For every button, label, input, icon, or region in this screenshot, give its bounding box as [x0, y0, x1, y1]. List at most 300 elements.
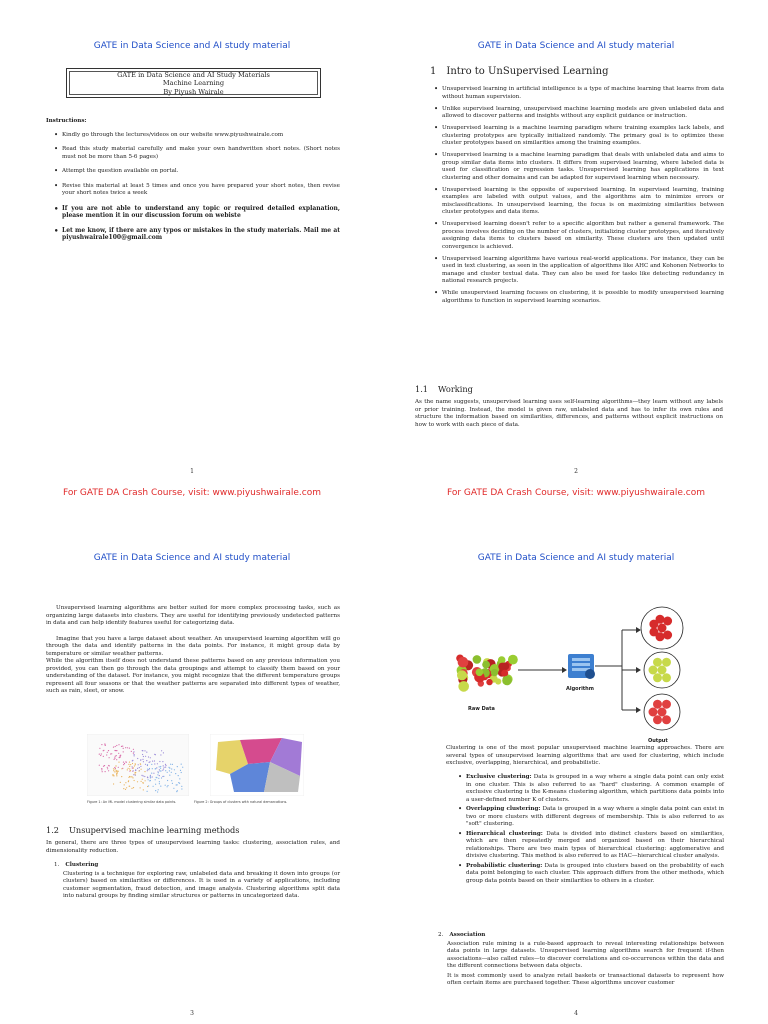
scatter-point — [102, 771, 103, 772]
fruit — [662, 715, 671, 724]
scatter-point — [127, 747, 128, 748]
fruit — [482, 661, 490, 669]
fruit — [653, 673, 662, 682]
scatter-point — [135, 769, 136, 770]
scatter-point — [154, 760, 155, 761]
fruit — [662, 700, 671, 709]
algorithm-label: Algorithm — [566, 686, 594, 692]
association-paragraph: Association rule mining is a rule-based approach to reveal interesting relationships between data points in large datasets. Unsupervised learning algorithms search for frequent if-then associations—also called rules—to discover correlations and co-occurrences within the data and the different connections between data objects. — [447, 940, 724, 969]
scatter-point — [147, 777, 148, 778]
scatter-point — [163, 752, 164, 753]
page-number: 4 — [574, 1010, 578, 1017]
list-item: • Revise this material at least 5 times and once you have prepared your short notes, then revise your short notes twice a week — [62, 183, 340, 198]
scatter-point — [169, 775, 170, 776]
scatter-point — [159, 766, 160, 767]
scatter-point — [165, 767, 166, 768]
scatter-point — [165, 785, 166, 786]
scatter-point — [142, 750, 143, 751]
scatter-point — [167, 785, 168, 786]
scatter-point — [171, 768, 172, 769]
scatter-point — [129, 786, 130, 787]
scatter-point — [120, 755, 121, 756]
scatter-point — [171, 780, 172, 781]
list-item: • Overlapping clustering: Data is grouped in a way where a single data point can exist in two or more clusters with different degrees of membership. This is also referred to as "soft" clustering. — [466, 806, 724, 829]
scatter-point — [130, 776, 131, 777]
clustering-paragraph: Clustering is a technique for exploring raw, unlabeled data and breaking it down into groups (or clusters) based on similarities or differences. It is used in a variety of applications, including customer segmentation, fraud detection, and image analysis. Clustering algorithms split data into natural groups by finding similar structures or patterns in uncategorized data. — [63, 870, 340, 899]
scatter-point — [108, 765, 109, 766]
scatter-point — [152, 776, 153, 777]
scatter-point — [140, 764, 141, 765]
raw-data-label: Raw Data — [468, 706, 495, 712]
association-item — [438, 932, 724, 988]
scatter-point — [135, 772, 136, 773]
fruit — [649, 708, 658, 717]
list-item: • Unsupervised learning algorithms have various real-world applications. For instance, they can be used in text clustering, as seen in the application of algorithms like AHC and Kohonen Networks to manage and cluster textual data. They can also be used for tasks like detecting redundancy in national research projects. — [442, 256, 724, 286]
association-paragraph: It is most commonly used to analyze retail baskets or transactional datasets to represent how often certain items are purchased together. These algorithms uncover customer — [447, 972, 724, 986]
page-header: GATE in Data Science and AI study material — [93, 553, 291, 563]
scatter-point — [118, 744, 119, 745]
clustering-intro: Clustering is one of the most popular unsupervised machine learning approaches. There are several types of unsupervised learning algorithms that are used for clustering, which include exclusive, overlapping, hierarchical, and probabilistic. — [446, 745, 724, 766]
fruit — [653, 715, 662, 724]
scatter-point — [159, 770, 160, 771]
scatter-point — [130, 770, 131, 771]
scatter-point — [155, 790, 156, 791]
page-4 — [384, 512, 768, 1024]
scatter-point — [108, 770, 109, 771]
scatter-point — [159, 783, 160, 784]
working-paragraph: As the name suggests, unsupervised learning uses self-learning algorithms—they learn without any labels or prior training. Instead, the model is given raw, unlabeled data and has to infer its own rules and structure the information based on similarities, differences, and patterns without explicit instructions on how to work with each piece of data. — [415, 399, 723, 428]
scatter-point — [182, 767, 183, 768]
scatter-point — [125, 747, 126, 748]
scatter-point — [121, 746, 122, 747]
fruit — [649, 627, 658, 636]
fruit — [476, 669, 484, 677]
scatter-point — [145, 756, 146, 757]
scatter-point — [159, 761, 160, 762]
fruit — [653, 700, 662, 709]
scatter-point — [107, 767, 108, 768]
scatter-point — [148, 785, 149, 786]
list-item: • Unsupervised learning is a machine learning paradigm that deals with unlabeled data and aims to group similar data items into clusters. It differs from supervised learning, where labeled data is used for classification or regression tasks. Unsupervised learning has applications in text clustering and other domains and can be adapted for supervised learning when necessary. — [442, 152, 724, 182]
scatter-figure — [87, 734, 189, 796]
figure-caption: Figure 1: An ML model clustering similar data points. — [87, 800, 177, 804]
scatter-point — [143, 756, 144, 757]
figure-caption: Figure 2: Groups of clusters with natural demarcations. — [194, 800, 288, 804]
scatter-point — [138, 764, 139, 765]
scatter-point — [152, 761, 153, 762]
scatter-point — [175, 773, 176, 774]
output-label: Output — [648, 738, 668, 744]
scatter-point — [158, 789, 159, 790]
scatter-point — [155, 784, 156, 785]
scatter-point — [146, 760, 147, 761]
list-item: • Unsupervised learning in artificial intelligence is a type of machine learning that learns from data without human supervision. — [442, 86, 724, 101]
scatter-point — [123, 764, 124, 765]
scatter-point — [148, 756, 149, 757]
list-item: • If you are not able to understand any topic or required detailed explanation, please mention it in our discussion forum on webiste — [62, 205, 340, 220]
fruit — [495, 678, 501, 684]
scatter-point — [151, 773, 152, 774]
scatter-point — [129, 748, 130, 749]
scatter-point — [108, 750, 109, 751]
fruit — [458, 657, 469, 668]
scatter-point — [143, 789, 144, 790]
list-item: • Hierarchical clustering: Data is divided into distinct clusters based on similarities, which are then repeatedly merged and organized based on their hierarchical relationships. There are two main types of hierarchical clustering: agglomerative and divisive clustering. This method is also referred to as HAC—hierarchical cluster analysis. — [466, 831, 724, 861]
scatter-point — [144, 750, 145, 751]
fruit — [658, 666, 667, 675]
title-box — [66, 68, 321, 98]
title-line: GATE in Data Science and AI Study Materials — [117, 71, 270, 79]
fruit — [663, 631, 672, 640]
scatter-point — [115, 750, 116, 751]
paragraph: While the algorithm itself does not understand these patterns based on any previous information you provided, you can then go through the data groupings and attempt to classify them based on your understanding of the dataset. For instance, you might recognize that the different temperature groups represent all four seasons or that the weather patterns are separated into different types of weather, such as rain, sleet, or snow. — [46, 658, 340, 694]
scatter-point — [128, 781, 129, 782]
scatter-point — [162, 770, 163, 771]
scatter-point — [107, 768, 108, 769]
scatter-point — [115, 756, 116, 757]
list-item: • Unsupervised learning is a machine learning paradigm where training examples lack labels, and clustering prototypes are typically initialized randomly. The primary goal is to optimize these cluster prototypes based on similarities among the training examples. — [442, 125, 724, 148]
scatter-point — [165, 770, 166, 771]
scatter-point — [143, 761, 144, 762]
intro-bullets — [432, 86, 724, 310]
scatter-point — [124, 784, 125, 785]
fruit — [457, 670, 467, 680]
scatter-point — [105, 744, 106, 745]
fruit — [656, 615, 665, 624]
scatter-point — [114, 769, 115, 770]
scatter-point — [160, 768, 161, 769]
scatter-point — [156, 777, 157, 778]
scatter-point — [135, 763, 136, 764]
scatter-point — [167, 780, 168, 781]
scatter-point — [133, 774, 134, 775]
page-header: GATE in Data Science and AI study material — [477, 553, 675, 563]
scatter-point — [121, 776, 122, 777]
scatter-point — [133, 749, 134, 750]
scatter-point — [140, 787, 141, 788]
scatter-point — [100, 755, 101, 756]
scatter-point — [181, 764, 182, 765]
fruit — [491, 669, 498, 676]
scatter-point — [123, 788, 124, 789]
scatter-point — [115, 746, 116, 747]
fruit — [658, 624, 667, 633]
scatter-point — [142, 754, 143, 755]
scatter-point — [150, 777, 151, 778]
scatter-point — [141, 769, 142, 770]
fruit — [501, 670, 508, 677]
scatter-point — [134, 765, 135, 766]
scatter-point — [144, 771, 145, 772]
scatter-point — [150, 776, 151, 777]
scatter-point — [145, 780, 146, 781]
scatter-point — [117, 771, 118, 772]
page-number: 3 — [190, 1010, 194, 1017]
scatter-point — [172, 783, 173, 784]
fruit — [486, 679, 492, 685]
scatter-point — [120, 757, 121, 758]
scatter-point — [140, 759, 141, 760]
scatter-point — [125, 789, 126, 790]
scatter-point — [99, 765, 100, 766]
scatter-point — [99, 754, 100, 755]
title-line: Machine Learning — [162, 79, 225, 88]
clustering-diagram — [452, 606, 692, 744]
scatter-point — [141, 775, 142, 776]
scatter-point — [158, 772, 159, 773]
scatter-point — [106, 754, 107, 755]
list-item: • Attempt the question available on portal. — [62, 168, 340, 176]
scatter-point — [134, 755, 135, 756]
scatter-point — [137, 758, 138, 759]
fruit — [653, 658, 662, 667]
scatter-point — [116, 775, 117, 776]
fruit — [658, 708, 667, 717]
scatter-point — [137, 781, 138, 782]
scatter-point — [151, 764, 152, 765]
scatter-point — [122, 746, 123, 747]
scatter-point — [163, 776, 164, 777]
scatter-point — [103, 750, 104, 751]
scatter-point — [159, 775, 160, 776]
scatter-point — [180, 770, 181, 771]
clustering-item — [54, 862, 340, 901]
scatter-point — [156, 767, 157, 768]
scatter-point — [142, 759, 143, 760]
scatter-point — [114, 757, 115, 758]
scatter-point — [142, 779, 143, 780]
scatter-point — [118, 767, 119, 768]
paragraph: Unsupervised learning algorithms are better suited for more complex processing tasks, such as organizing large datasets into clusters. They are useful for identifying previously undetected patterns in data and can help identify features useful for categorizing data. — [46, 605, 340, 626]
scatter-point — [101, 744, 102, 745]
list-item: • While unsupervised learning focuses on clustering, it is possible to modify unsupervised learning algorithms to function in supervised learning scenarios. — [442, 290, 724, 305]
scatter-point — [114, 771, 115, 772]
scatter-point — [111, 753, 112, 754]
list-item: • Probabilistic clustering: Data is grouped into clusters based on the probability of each data point belonging to each cluster. This approach differs from the other methods, which group data points based on their similarities to others in a cluster. — [466, 863, 724, 886]
scatter-point — [107, 752, 108, 753]
scatter-point — [167, 786, 168, 787]
scatter-point — [171, 772, 172, 773]
subsection-heading: 1.2 Unsupervised machine learning methods — [46, 825, 240, 835]
scatter-point — [129, 766, 130, 767]
scatter-point — [145, 764, 146, 765]
scatter-point — [143, 775, 144, 776]
scatter-point — [118, 771, 119, 772]
subsection-heading: 1.1 Working — [415, 384, 473, 394]
scatter-point — [149, 762, 150, 763]
scatter-point — [132, 763, 133, 764]
page-header: GATE in Data Science and AI study material — [93, 41, 291, 51]
page-footer: For GATE DA Crash Course, visit: www.piyushwairale.com — [63, 488, 321, 498]
scatter-point — [162, 761, 163, 762]
scatter-point — [147, 791, 148, 792]
scatter-point — [177, 766, 178, 767]
scatter-point — [104, 765, 105, 766]
scatter-point — [113, 775, 114, 776]
scatter-point — [132, 777, 133, 778]
fruit — [662, 673, 671, 682]
scatter-point — [109, 757, 110, 758]
scatter-point — [170, 764, 171, 765]
page-3 — [0, 512, 384, 1024]
scatter-point — [134, 780, 135, 781]
methods-intro: In general, there are three types of unsupervised learning tasks: clustering, association rules, and dimensionality reduction. — [46, 840, 340, 854]
fruit — [502, 676, 512, 686]
fruit — [508, 655, 518, 665]
scatter-point — [129, 762, 130, 763]
fruit — [663, 617, 672, 626]
fruit — [473, 655, 482, 664]
scatter-point — [133, 751, 134, 752]
scatter-point — [161, 777, 162, 778]
scatter-point — [160, 754, 161, 755]
scatter-point — [126, 787, 127, 788]
scatter-point — [130, 764, 131, 765]
scatter-point — [174, 769, 175, 770]
scatter-point — [179, 778, 180, 779]
scatter-point — [131, 788, 132, 789]
scatter-point — [162, 776, 163, 777]
scatter-point — [137, 768, 138, 769]
scatter-point — [125, 782, 126, 783]
scatter-point — [178, 775, 179, 776]
scatter-point — [150, 757, 151, 758]
scatter-point — [112, 774, 113, 775]
scatter-point — [135, 775, 136, 776]
scatter-point — [169, 770, 170, 771]
scatter-point — [113, 783, 114, 784]
scatter-point — [181, 786, 182, 787]
fruit — [458, 681, 469, 692]
scatter-point — [154, 763, 155, 764]
scatter-point — [165, 765, 166, 766]
fruit — [662, 658, 671, 667]
scatter-point — [114, 759, 115, 760]
scatter-point — [134, 754, 135, 755]
paragraph: Imagine that you have a large dataset about weather. An unsupervised learning algorithm will go through the data and identify patterns in the data points. For instance, it might group data by temperature or similar weather patterns. — [46, 635, 340, 657]
scatter-point — [153, 773, 154, 774]
page-number: 1 — [190, 468, 194, 475]
instructions-label: Instructions: — [46, 118, 87, 124]
scatter-point — [123, 751, 124, 752]
scatter-point — [148, 779, 149, 780]
list-item: • Read this study material carefully and make your own handwritten short notes. (Short notes must not be more than 5-6 pages) — [62, 146, 340, 161]
item-heading: 2. Association — [438, 932, 486, 938]
scatter-point — [161, 750, 162, 751]
scatter-point — [164, 767, 165, 768]
scatter-point — [132, 760, 133, 761]
scatter-point — [133, 767, 134, 768]
page-header: GATE in Data Science and AI study material — [477, 41, 675, 51]
scatter-point — [177, 790, 178, 791]
scatter-point — [131, 751, 132, 752]
scatter-point — [155, 754, 156, 755]
scatter-point — [113, 747, 114, 748]
clustering-types — [456, 774, 724, 887]
page-number: 2 — [574, 468, 578, 475]
scatter-point — [155, 779, 156, 780]
scatter-point — [123, 748, 124, 749]
scatter-point — [172, 764, 173, 765]
scatter-point — [103, 766, 104, 767]
scatter-point — [118, 753, 119, 754]
scatter-point — [163, 765, 164, 766]
instructions — [46, 118, 340, 246]
scatter-point — [129, 768, 130, 769]
scatter-point — [140, 766, 141, 767]
scatter-point — [116, 755, 117, 756]
scatter-point — [144, 776, 145, 777]
scatter-point — [147, 769, 148, 770]
title-line: By Piyush Wairale — [163, 87, 224, 96]
scatter-point — [157, 791, 158, 792]
list-item: • Unsupervised learning is the opposite of supervised learning. In supervised learning, training examples are labeled with output values, and the algorithms aim to minimize errors or misclassifications. In unsupervised learning, the focus is on maximizing similarities between cluster prototypes and data items. — [442, 187, 724, 217]
scatter-point — [158, 778, 159, 779]
scatter-point — [139, 767, 140, 768]
page-1 — [0, 0, 384, 512]
scatter-point — [148, 769, 149, 770]
scatter-point — [128, 764, 129, 765]
scatter-point — [132, 768, 133, 769]
scatter-point — [133, 753, 134, 754]
scatter-point — [132, 766, 133, 767]
scatter-point — [155, 768, 156, 769]
scatter-point — [128, 777, 129, 778]
scatter-point — [128, 768, 129, 769]
list-item: • Unlike supervised learning, unsupervised machine learning models are given unlabeled data and allowed to discover patterns and insights without any explicit guidance or instruction. — [442, 106, 724, 121]
page-2 — [384, 0, 768, 512]
scatter-point — [157, 763, 158, 764]
scatter-point — [135, 774, 136, 775]
fruit — [498, 663, 506, 671]
scatter-point — [169, 768, 170, 769]
list-item: • Let me know, if there are any typos or mistakes in the study materials. Mail me at piyushwairale100@gmail.com — [62, 227, 340, 242]
scatter-point — [131, 776, 132, 777]
scatter-point — [165, 764, 166, 765]
scatter-point — [143, 782, 144, 783]
scatter-point — [167, 772, 168, 773]
scatter-point — [160, 766, 161, 767]
scatter-point — [177, 784, 178, 785]
scatter-point — [116, 774, 117, 775]
scatter-point — [101, 769, 102, 770]
scatter-point — [116, 773, 117, 774]
scatter-point — [181, 772, 182, 773]
scatter-point — [127, 769, 128, 770]
scatter-point — [103, 756, 104, 757]
scatter-point — [173, 788, 174, 789]
scatter-point — [149, 768, 150, 769]
scatter-point — [125, 761, 126, 762]
scatter-point — [120, 782, 121, 783]
list-item: • Unsupervised learning doesn't refer to a specific algorithm but rather a general framework. The process involves deciding on the number of clusters, initializing cluster prototypes, and iteratively assigning data items to clusters based on similarity. These clusters are then updated until convergence is achieved. — [442, 221, 724, 251]
scatter-point — [157, 774, 158, 775]
list-item: • Kindly go through the lectures/videos on our website www.piyushwairale.com — [62, 132, 340, 140]
scatter-point — [121, 768, 122, 769]
scatter-point — [116, 745, 117, 746]
scatter-point — [139, 770, 140, 771]
scatter-point — [147, 764, 148, 765]
scatter-point — [147, 770, 148, 771]
scatter-point — [160, 786, 161, 787]
scatter-point — [163, 768, 164, 769]
page-footer: For GATE DA Crash Course, visit: www.piyushwairale.com — [447, 488, 705, 498]
scatter-point — [152, 768, 153, 769]
scatter-point — [159, 781, 160, 782]
list-item: • Exclusive clustering: Data is grouped in a way where a single data point can only exist in one cluster. This is also referred to as "hard" clustering. A common example of exclusive clustering is the K-means clustering algorithm, which partitions data points into a user-defined number K of clusters. — [466, 774, 724, 804]
scatter-point — [178, 782, 179, 783]
scatter-point — [118, 762, 119, 763]
